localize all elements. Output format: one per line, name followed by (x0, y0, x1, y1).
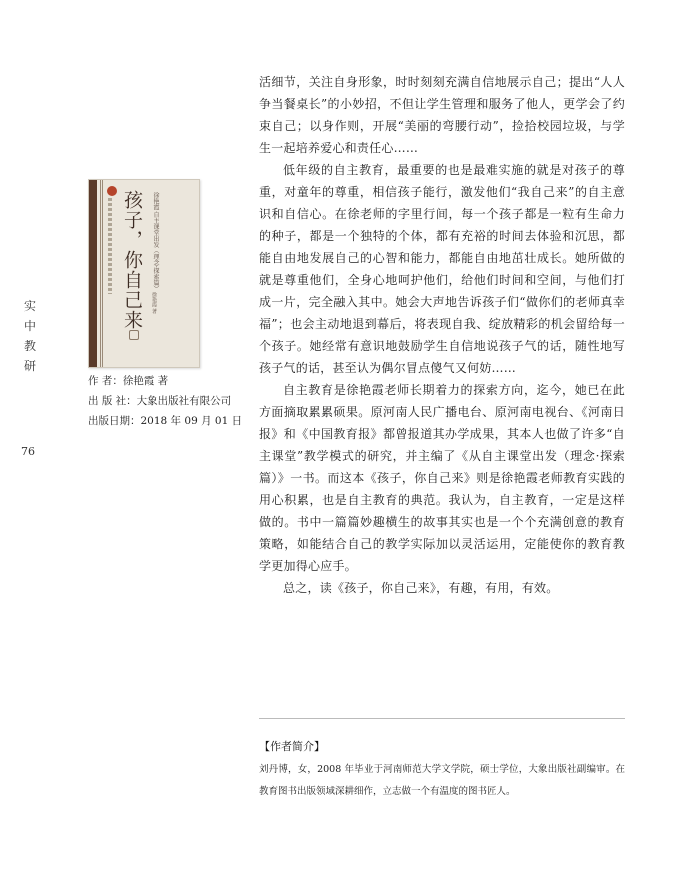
book-cover-author: 徐艳霞 著 (151, 292, 157, 314)
section-label-char: 实 (23, 299, 36, 313)
section-label (22, 296, 38, 376)
author-bio-text: 刘丹博，女，2008 年毕业于河南师范大学文学院，硕士学位，大象出版社副编审。在教育图书出版领域深耕细作，立志做一个有温度的图书匠人。 (259, 764, 625, 797)
book-cover-subtitle: 徐艳霞 自主课堂出发（理念·探索篇） (152, 192, 159, 292)
book-cover-mark-icon (129, 330, 139, 340)
article-body (259, 71, 625, 599)
author-bio-heading: 【作者简介】 (259, 740, 325, 753)
book-cover-title: 孩子，你自己来 (121, 190, 143, 330)
section-divider (259, 718, 625, 719)
book-spine (89, 180, 97, 367)
article-paragraph: 低年级的自主教育，最重要的也是最难实施的就是对孩子的尊重，对童年的尊重，相信孩子能行，激发他们“我自己来”的自主意识和自信心。在徐老师的字里行间，每一个孩子都是一粒有生命力的种子，都是一个独特的个体，都有充裕的时间去体验和沉思，都能自由地发展自己的心智和能力，都能自由地茁壮成长。她所做的就是尊重他们，全身心地呵护他们，给他们时间和空间，与他们打成一片，完全融入其中。她会大声地告诉孩子们“做你们的老师真幸福”；也会主动地退到幕后，将表现自我、绽放精彩的机会留给每一个孩子。她经常有意识地鼓励学生自信地说孩子气的话，随性地写孩子气的话，甚至认为偶尔冒点傻气又何妨…… (259, 163, 625, 375)
book-stitch-line (100, 180, 101, 367)
book-cover-publisher-strip (108, 198, 112, 294)
book-publisher: 出 版 社：大象出版社有限公司 (88, 395, 232, 407)
section-label-char: 研 (23, 359, 36, 373)
book-info (88, 371, 242, 431)
article-paragraph: 总之，读《孩子，你自己来》，有趣，有用，有效。 (283, 581, 559, 595)
article-paragraph: 活细节，关注自身形象，时时刻刻充满自信地展示自己；提出“人人争当餐桌长”的小妙招，不但让学生管理和服务了他人，更学会了约束自己；以身作则，开展“美丽的弯腰行动”，捡拾校园垃圾，与学生一起培养爱心和责任心…… (259, 75, 625, 155)
book-cover-image (88, 179, 200, 368)
article-paragraph: 自主教育是徐艳霞老师长期着力的探索方向，迄今，她已在此方面摘取累累硕果。原河南人民广播电台、原河南电视台、《河南日报》和《中国教育报》都曾报道其办学成果，其本人也做了许多“自主课堂”教学模式的研究，并主编了《从自主课堂出发（理念·探索篇）》一书。而这本《孩子，你自己来》则是徐艳霞老师教育实践的用心积累，也是自主教育的典范。我认为，自主教育，一定是这样做的。书中一篇篇妙趣横生的故事其实也是一个个充满创意的教育策略，如能结合自己的教学实际加以灵活运用，定能使你的教育教学更加得心应手。 (259, 383, 625, 573)
publisher-emblem-icon (107, 186, 117, 196)
book-author: 作 者：徐艳霞 著 (88, 375, 169, 387)
book-publish-date: 出版日期：2018 年 09 月 01 日 (88, 415, 243, 427)
section-label-char: 教 (23, 339, 36, 353)
section-label-char: 中 (23, 319, 36, 333)
book-stitch-line (102, 180, 103, 367)
page-number: 76 (21, 445, 35, 458)
